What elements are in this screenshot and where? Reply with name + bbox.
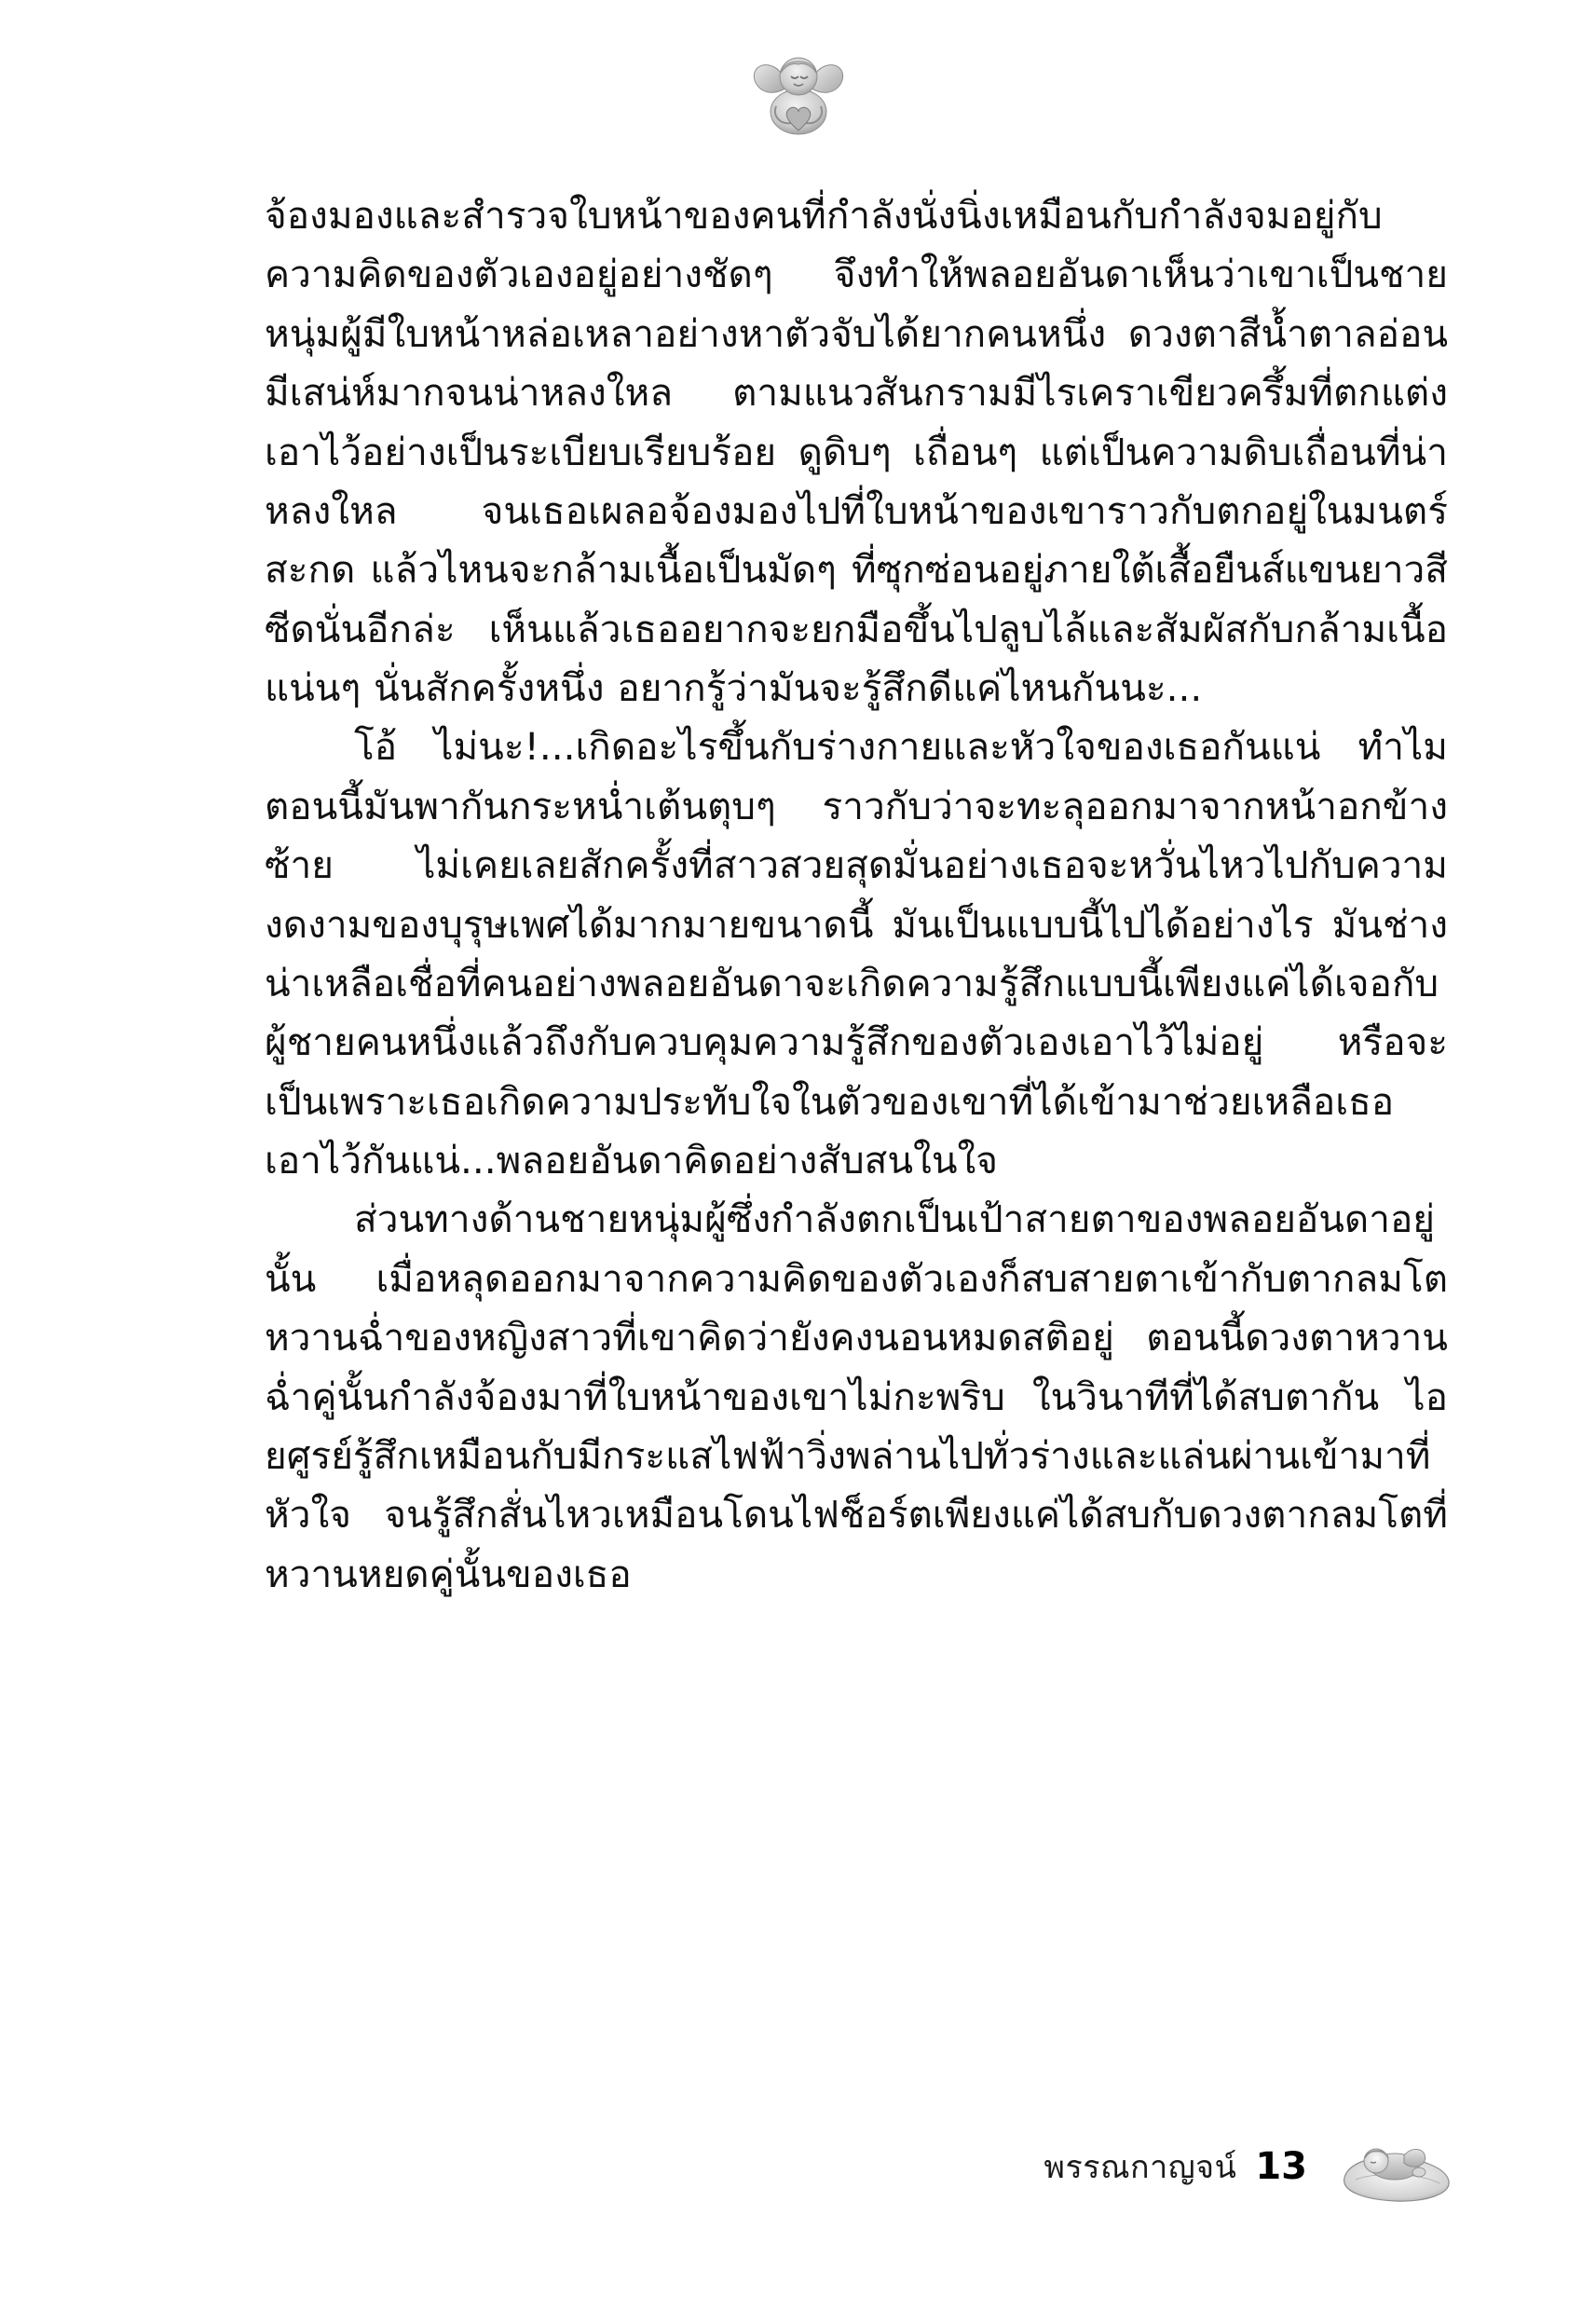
footer-author: พรรณกาญจน์ xyxy=(1044,2148,1237,2186)
page-content xyxy=(265,186,1448,1604)
paragraph-3: ส่วนทางด้านชายหนุ่มผู้ซึ่งกำลังตกเป็นเป้าสายตาของพลอยอันดาอยู่นั้น เมื่อหลุดออกมาจากความคิดของตัวเองก็สบสายตาเข้ากับตากลมโตหวานฉ่ำของหญิงสาวที่เขาคิดว่ายังคงนอนหมดสติอยู่ ตอนนี้ดวงตาหวานฉ่ำคู่นั้นกำลังจ้องมาที่ใบหน้าของเขาไม่กะพริบ ในวินาทีที่ได้สบตากัน ไอยศูรย์รู้สึกเหมือนกับมีกระแสไฟฟ้าวิ่งพล่านไปทั่วร่างและแล่นผ่านเข้ามาที่หัวใจ จนรู้สึกสั่นไหวเหมือนโดนไฟช็อร์ตเพียงแค่ได้สบกับดวงตากลมโตที่หวานหยดคู่นั้นของเธอ xyxy=(265,1197,1448,1596)
paragraph-1: จ้องมองและสำรวจใบหน้าของคนที่กำลังนั่งนิ่งเหมือนกับกำลังจมอยู่กับความคิดของตัวเองอยู่อย่างชัดๆ จึงทำให้พลอยอันดาเห็นว่าเขาเป็นชายหนุ่มผู้มีใบหน้าหล่อเหลาอย่างหาตัวจับได้ยากคนหนึ่ง ดวงตาสีน้ำตาลอ่อนมีเสน่ห์มากจนน่าหลงใหล ตามแนวสันกรามมีไรเคราเขียวครึ้มที่ตกแต่งเอาไว้อย่างเป็นระเบียบเรียบร้อย ดูดิบๆ เถื่อนๆ แต่เป็นความดิบเถื่อนที่น่าหลงใหล จนเธอเผลอจ้องมองไปที่ใบหน้าของเขาราวกับตกอยู่ในมนตร์สะกด แล้วไหนจะกล้ามเนื้อเป็นมัดๆ ที่ซุกซ่อนอยู่ภายใต้เสื้อยืนส์แขนยาวสีซีดนั่นอีกล่ะ เห็นแล้วเธออยากจะยกมือขึ้นไปลูบไล้และสัมผัสกับกล้ามเนื้อแน่นๆ นั่นสักครั้งหนึ่ง อยากรู้ว่ามันจะรู้สึกดีแค่ไหนกันนะ... xyxy=(265,193,1448,710)
header-ornament xyxy=(0,45,1596,157)
paragraph-2: โอ้ ไม่นะ!...เกิดอะไรขึ้นกับร่างกายและหัวใจของเธอกันแน่ ทำไมตอนนี้มันพากันกระหน่ำเต้นตุบๆ ราวกับว่าจะทะลุออกมาจากหน้าอกข้างซ้าย ไม่เคยเลยสักครั้งที่สาวสวยสุดมั่นอย่างเธอจะหวั่นไหวไปกับความงดงามของบุรุษเพศได้มากมายขนาดนี้ มันเป็นแบบนี้ไปได้อย่างไร มันช่างน่าเหลือเชื่อที่คนอย่างพลอยอันดาจะเกิดความรู้สึกแบบนี้เพียงแค่ได้เจอกับผู้ชายคนหนึ่งแล้วถึงกับควบคุมความรู้สึกของตัวเองเอาไว้ไม่อยู่ หรือจะเป็นเพราะเธอเกิดความประทับใจในตัวของเขาที่ได้เข้ามาช่วยเหลือเธอเอาไว้กันแน่...พลอยอันดาคิดอย่างสับสนในใจ xyxy=(265,724,1448,1183)
page-footer xyxy=(1044,2122,1456,2210)
page-number: 13 xyxy=(1255,2144,1307,2188)
cherub-with-heart-icon xyxy=(743,45,854,147)
cherub-sleeping-on-pillow-icon xyxy=(1335,2122,1456,2210)
